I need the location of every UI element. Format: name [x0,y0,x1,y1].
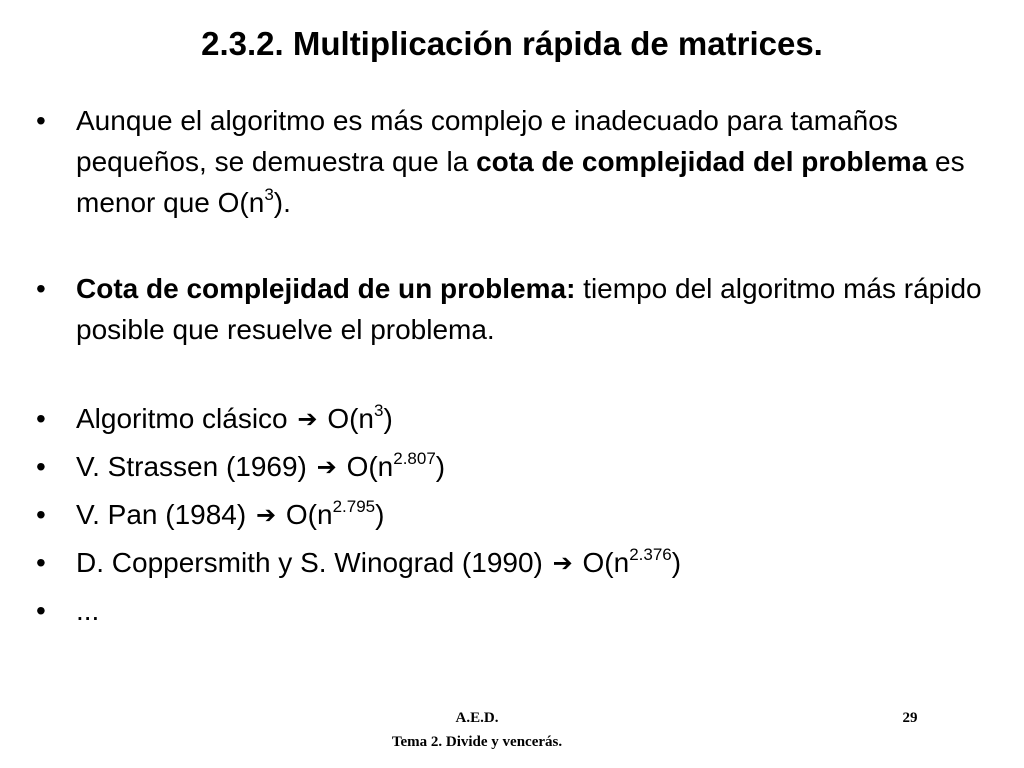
arrow-right-icon: ➔ [552,549,573,577]
algorithm-label: D. Coppersmith y S. Winograd (1990) [76,547,543,578]
bullet-coppersmith-winograd [36,539,986,587]
bullet-classic-algorithm [36,395,986,443]
algorithm-label: Algoritmo clásico [76,403,288,434]
footer-topic: Tema 2. Divide y vencerás. [391,734,563,750]
exponent: 2.807 [393,449,436,468]
complexity-text: ) [375,499,385,530]
algorithm-label: V. Pan (1984) [76,499,247,530]
complexity-text: ) [671,547,682,578]
bullet-ellipsis [36,587,986,634]
bullet-text: tiempo del algoritmo más rápido posible que resuelve el problema. [76,273,982,345]
bullet-definition [36,268,986,350]
exponent: 3 [374,401,384,420]
bullet-strassen-intro [36,100,986,223]
bullet-text: ... [76,595,100,626]
complexity-text: ) [383,403,393,434]
bullet-bold-term: cota de complejidad del problema [476,146,928,177]
bullet-text: ). [273,187,291,218]
bullet-bold-term: Cota de complejidad de un problema: [76,273,576,304]
arrow-right-icon: ➔ [297,405,318,433]
complexity-text: O(n [327,403,374,434]
complexity-text: O(n [346,451,394,482]
complexity-text: ) [435,451,446,482]
exponent: 3 [264,185,274,204]
bullet-text: Aunque el algoritmo es más complejo e inadecuado para tamaños pequeños, se demuestra que la [76,105,898,177]
arrow-right-icon: ➔ [255,501,277,529]
footer-course: A.E.D. [455,710,499,726]
bullet-text: es menor que O(n [76,146,965,218]
exponent: 2.376 [629,545,672,564]
bullet-list [36,100,986,634]
complexity-text: O(n [582,547,630,578]
exponent: 2.795 [332,497,376,516]
bullet-pan [36,491,986,539]
footer-page-number: 29 [902,710,918,726]
slide-title: 2.3.2. Multiplicación rápida de matrices. [201,25,823,62]
arrow-right-icon: ➔ [316,453,337,481]
algorithm-label: V. Strassen (1969) [76,451,307,482]
complexity-text: O(n [285,499,333,530]
bullet-strassen [36,443,986,491]
